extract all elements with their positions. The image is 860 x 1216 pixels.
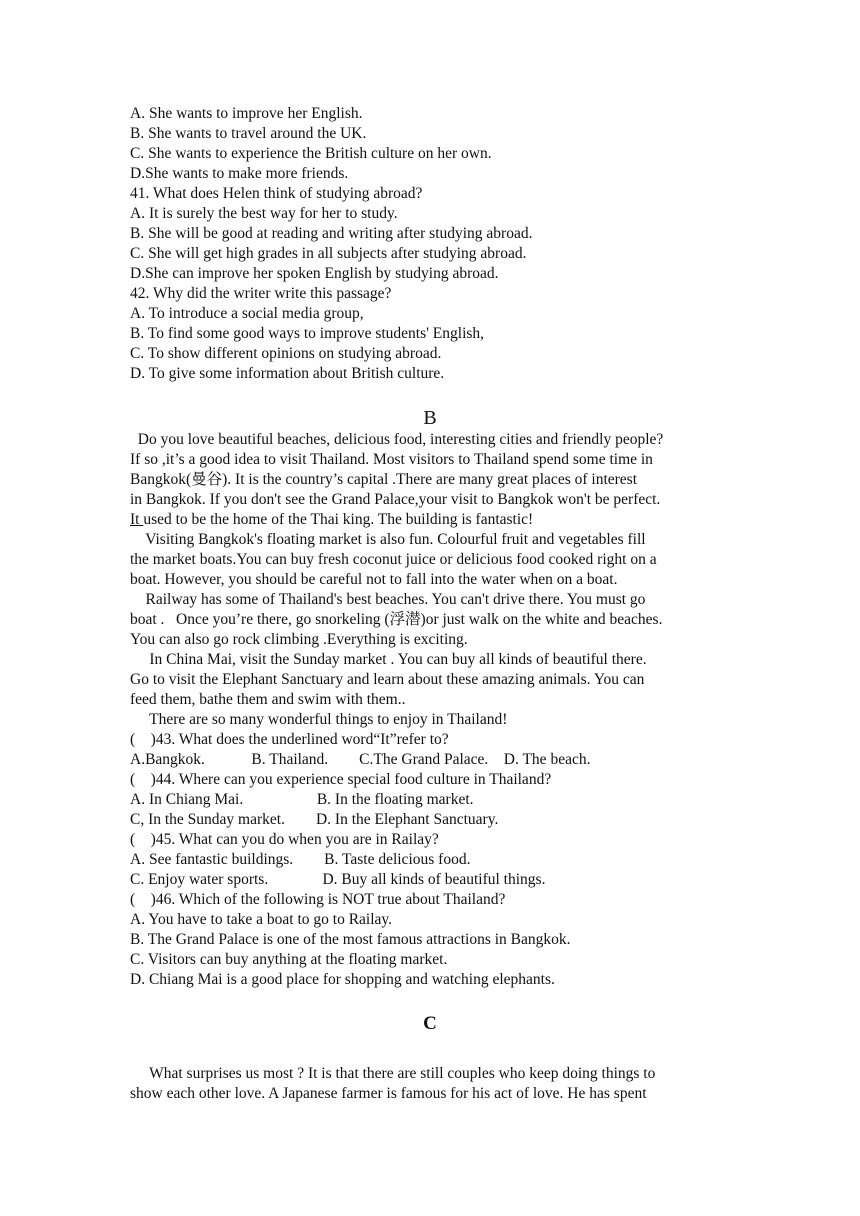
- q40-option-c: C. She wants to experience the British culture on her own.: [130, 145, 492, 162]
- passage-b-line: [130, 510, 740, 530]
- exam-page: [130, 104, 740, 1104]
- q41-option-d: D.She can improve her spoken English by studying abroad.: [130, 265, 499, 282]
- passage-b-line: In China Mai, visit the Sunday market . You can buy all kinds of beautiful there.: [130, 651, 647, 668]
- q44-options-cd: C, In the Sunday market. D. In the Elephant Sanctuary.: [130, 811, 499, 828]
- passage-b-line: the market boats.You can buy fresh coconut juice or delicious food cooked right on a: [130, 551, 657, 568]
- underlined-word: It: [130, 511, 144, 528]
- section-c-heading: C: [423, 1013, 437, 1034]
- passage-b-line: Visiting Bangkok's floating market is also fun. Colourful fruit and vegetables fill: [130, 531, 646, 548]
- section-b-heading: B: [423, 407, 437, 429]
- passage-b-line-rest: used to be the home of the Thai king. The building is fantastic!: [143, 511, 534, 528]
- q40-option-a: A. She wants to improve her English.: [130, 105, 363, 122]
- q42-option-c: C. To show different opinions on studying abroad.: [130, 345, 442, 362]
- passage-b-line: If so ,it’s a good idea to visit Thailand. Most visitors to Thailand spend some time in: [130, 451, 653, 468]
- passage-b-line: Railway has some of Thailand's best beaches. You can't drive there. You must go: [130, 591, 646, 608]
- q42-question: 42. Why did the writer write this passage?: [130, 285, 392, 302]
- q45-options-cd: C. Enjoy water sports. D. Buy all kinds of beautiful things.: [130, 871, 546, 888]
- passage-c-line: show each other love. A Japanese farmer is famous for his act of love. He has spent: [130, 1085, 647, 1102]
- q40-option-b: B. She wants to travel around the UK.: [130, 125, 367, 142]
- passage-c-line: What surprises us most ? It is that there are still couples who keep doing things to: [130, 1065, 656, 1082]
- passage-b-line: Bangkok(曼谷). It is the country’s capital .There are many great places of interest: [130, 471, 638, 488]
- q43-question: ( )43. What does the underlined word“It”refer to?: [130, 731, 449, 748]
- passage-b-line: Go to visit the Elephant Sanctuary and learn about these amazing animals. You can: [130, 671, 645, 688]
- q43-options: A.Bangkok. B. Thailand. C.The Grand Palace. D. The beach.: [130, 751, 591, 768]
- q46-option-d: D. Chiang Mai is a good place for shopping and watching elephants.: [130, 971, 555, 988]
- passage-b-line: boat. However, you should be careful not to fall into the water when on a boat.: [130, 571, 618, 588]
- passage-b-line: in Bangkok. If you don't see the Grand Palace,your visit to Bangkok won't be perfect.: [130, 491, 661, 508]
- q41-option-c: C. She will get high grades in all subjects after studying abroad.: [130, 245, 527, 262]
- q46-option-c: C. Visitors can buy anything at the floating market.: [130, 951, 448, 968]
- q46-question: ( )46. Which of the following is NOT true about Thailand?: [130, 891, 506, 908]
- q46-option-b: B. The Grand Palace is one of the most famous attractions in Bangkok.: [130, 931, 571, 948]
- q42-option-b: B. To find some good ways to improve students' English,: [130, 325, 485, 342]
- q45-options-ab: A. See fantastic buildings. B. Taste delicious food.: [130, 851, 471, 868]
- q45-question: ( )45. What can you do when you are in Railay?: [130, 831, 439, 848]
- passage-b-line: feed them, bathe them and swim with them..: [130, 691, 406, 708]
- passage-b-line: There are so many wonderful things to enjoy in Thailand!: [130, 711, 508, 728]
- passage-b-line: Do you love beautiful beaches, delicious food, interesting cities and friendly people?: [130, 431, 664, 448]
- q42-option-a: A. To introduce a social media group,: [130, 305, 364, 322]
- q41-question: 41. What does Helen think of studying abroad?: [130, 185, 423, 202]
- passage-b-line: boat . Once you’re there, go snorkeling (浮潜)or just walk on the white and beaches.: [130, 611, 663, 628]
- q41-option-b: B. She will be good at reading and writing after studying abroad.: [130, 225, 533, 242]
- q42-option-d: D. To give some information about British culture.: [130, 365, 445, 382]
- q46-option-a: A. You have to take a boat to go to Railay.: [130, 911, 393, 928]
- q41-option-a: A. It is surely the best way for her to study.: [130, 205, 398, 222]
- q44-question: ( )44. Where can you experience special food culture in Thailand?: [130, 771, 552, 788]
- q44-options-ab: A. In Chiang Mai. B. In the floating market.: [130, 791, 474, 808]
- passage-b-line: You can also go rock climbing .Everything is exciting.: [130, 631, 468, 648]
- q40-option-d: D.She wants to make more friends.: [130, 165, 349, 182]
